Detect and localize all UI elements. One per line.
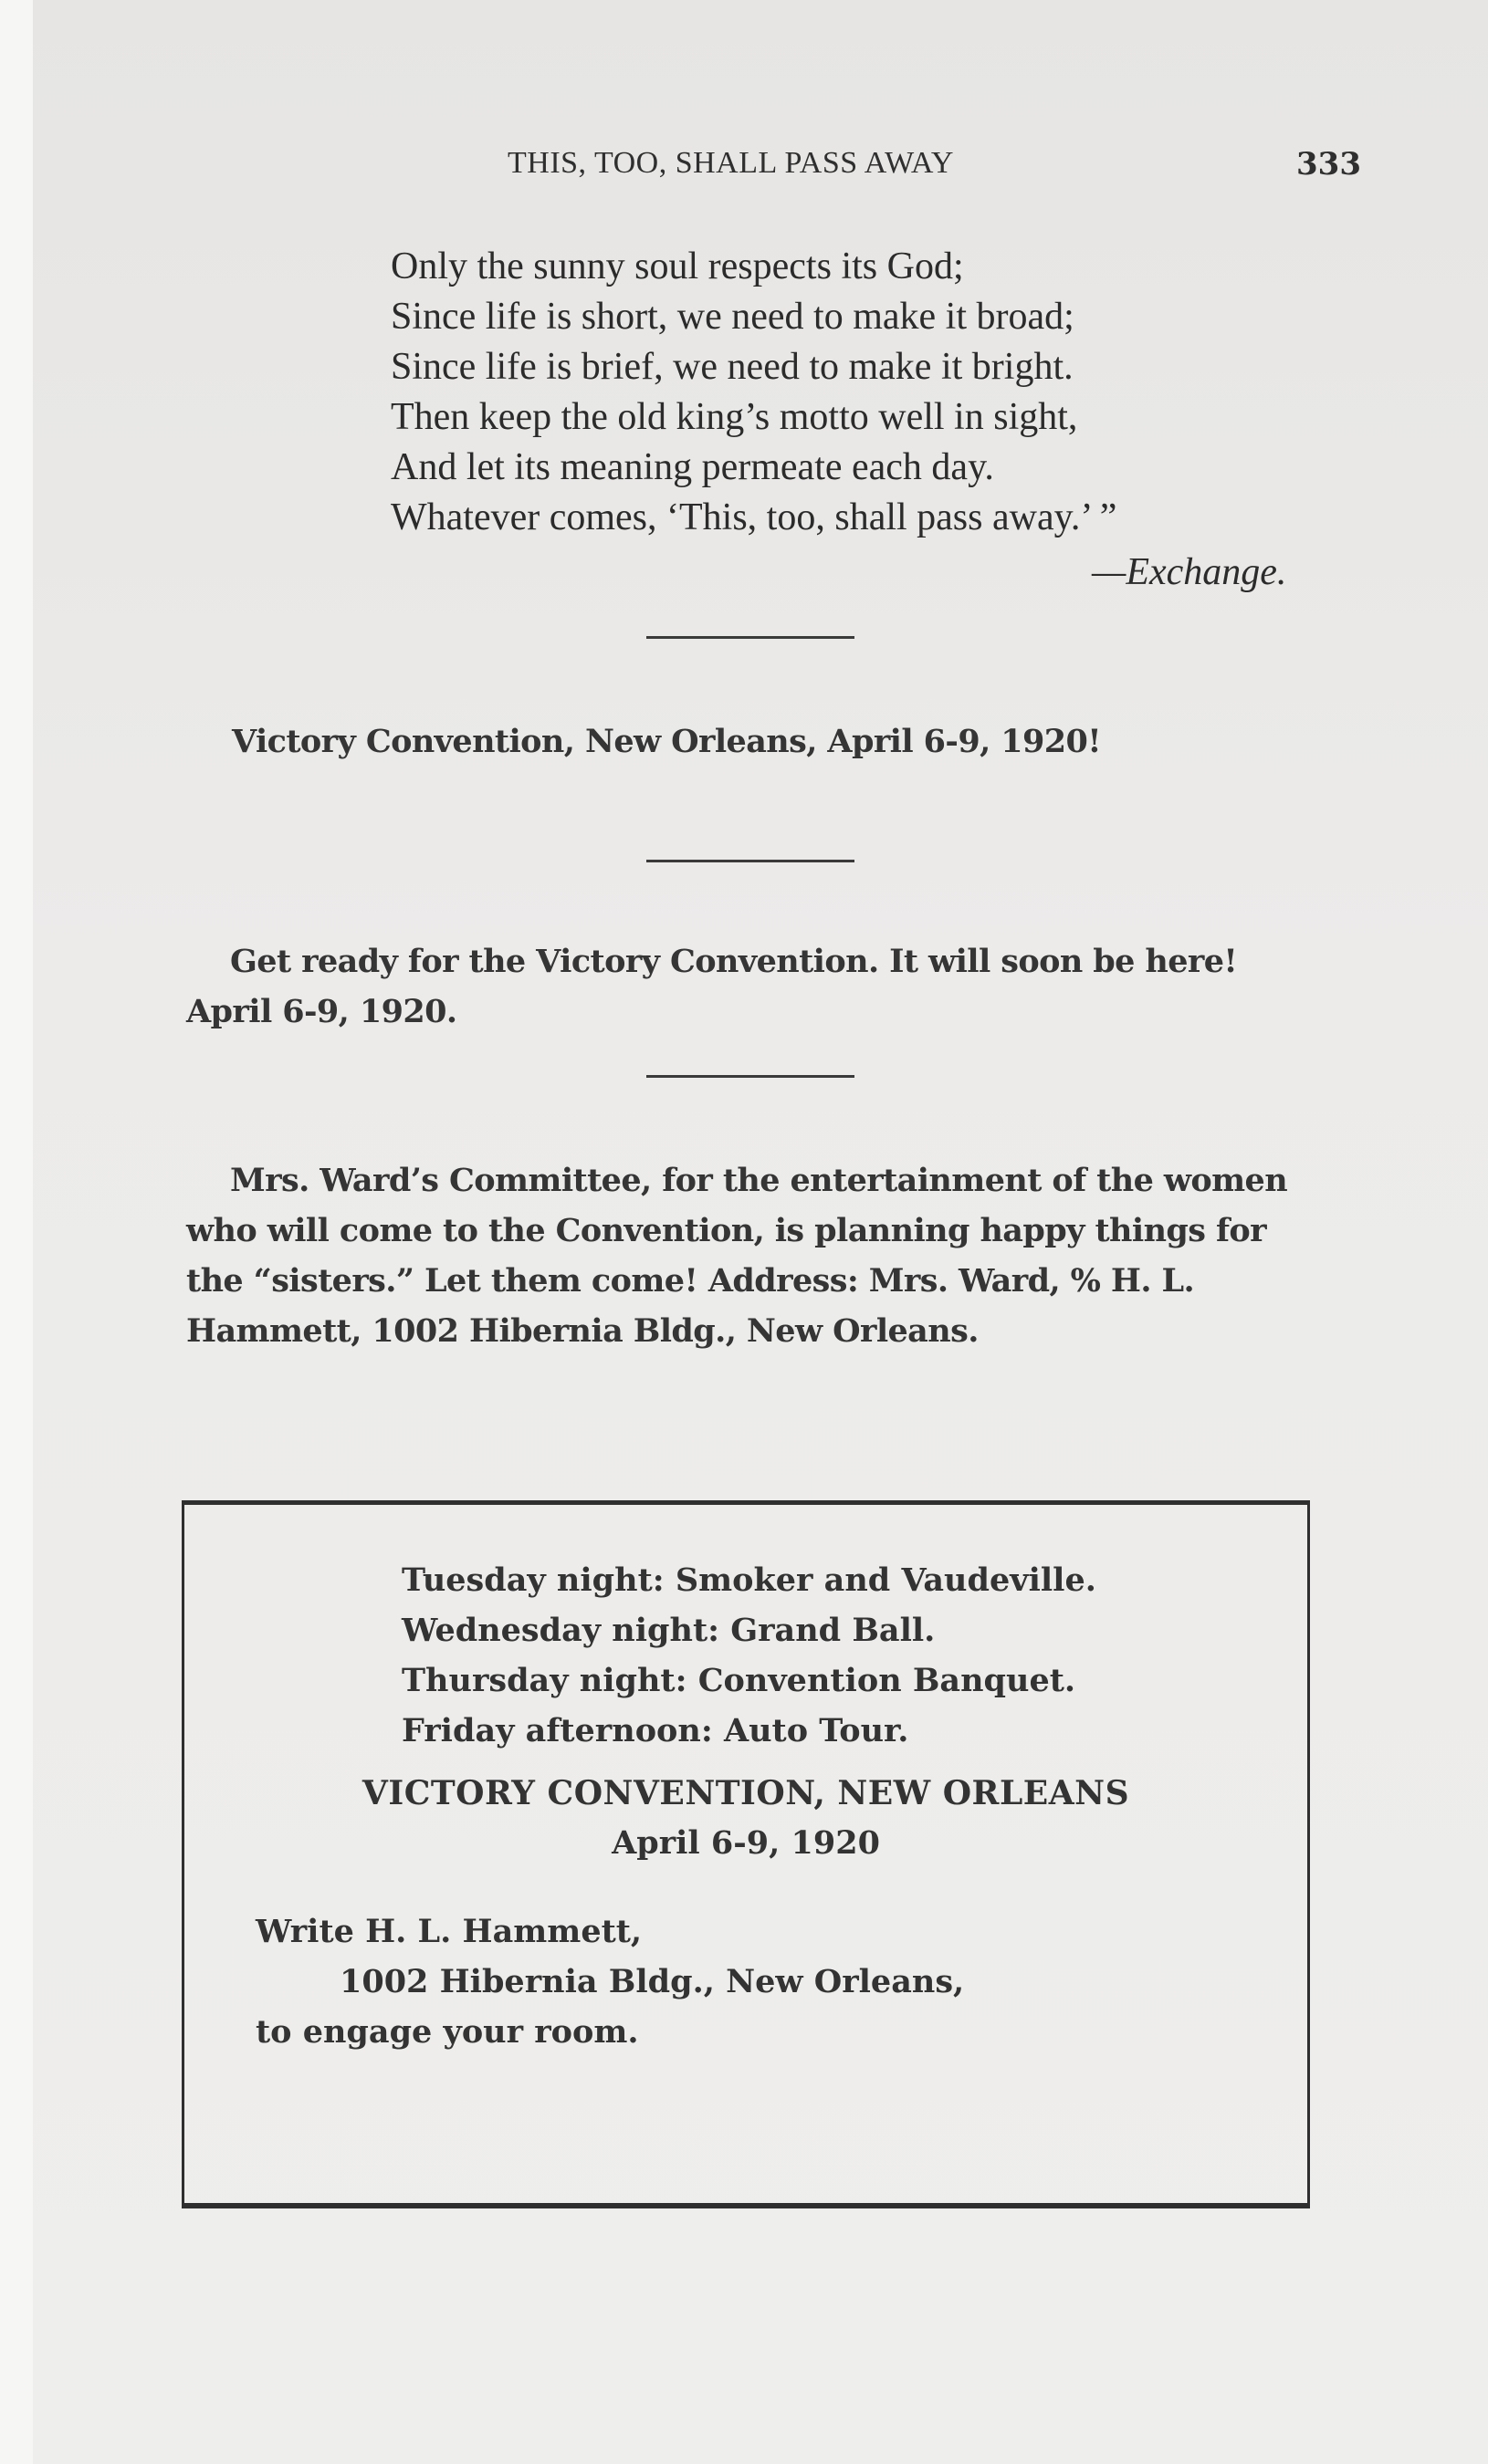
poem-line: Only the sunny soul respects its God;	[391, 245, 964, 287]
running-title: THIS, TOO, SHALL PASS AWAY	[508, 146, 954, 180]
poem-line: Then keep the old king’s motto well in sight,	[391, 396, 1078, 438]
paragraph-line: Get ready for the Victory Convention. It will soon be here!	[230, 943, 1238, 980]
poem-line: Since life is brief, we need to make it bright.	[391, 346, 1074, 388]
convention-headline: Victory Convention, New Orleans, April 6-9, 1920!	[232, 723, 1102, 760]
paragraph-line: Mrs. Ward’s Committee, for the entertainment of the women	[230, 1162, 1288, 1199]
section-divider	[646, 636, 854, 639]
convention-advertisement-box	[182, 1500, 1310, 2208]
poem-attribution: —Exchange.	[1092, 551, 1287, 593]
poem-line: And let its meaning permeate each day.	[391, 446, 994, 488]
section-divider	[646, 860, 854, 862]
paragraph-line: who will come to the Convention, is planning happy things for	[186, 1212, 1267, 1249]
advertisement-title: VICTORY CONVENTION, NEW ORLEANS	[362, 1774, 1130, 1812]
schedule-item: Thursday night: Convention Banquet.	[402, 1662, 1076, 1699]
contact-line: Write H. L. Hammett,	[256, 1913, 643, 1950]
paragraph-line: Hammett, 1002 Hibernia Bldg., New Orleans.	[186, 1312, 979, 1350]
contact-line: 1002 Hibernia Bldg., New Orleans,	[340, 1963, 965, 2000]
contact-line: to engage your room.	[256, 2013, 639, 2051]
poem-line: Since life is short, we need to make it broad;	[391, 296, 1074, 338]
paragraph-line: April 6-9, 1920.	[186, 993, 457, 1030]
book-page	[33, 0, 1488, 2464]
schedule-item: Wednesday night: Grand Ball.	[402, 1612, 936, 1649]
advertisement-dates: April 6-9, 1920	[612, 1824, 880, 1862]
schedule-item: Friday afternoon: Auto Tour.	[402, 1712, 909, 1749]
page-number: 333	[1296, 146, 1361, 183]
section-divider	[646, 1075, 854, 1078]
paragraph-line: the “sisters.” Let them come! Address: Mrs. Ward, % H. L.	[186, 1262, 1195, 1300]
scan-margin	[0, 0, 33, 2464]
poem-line: Whatever comes, ‘This, too, shall pass away.’ ”	[391, 496, 1117, 538]
schedule-item: Tuesday night: Smoker and Vaudeville.	[402, 1561, 1096, 1599]
